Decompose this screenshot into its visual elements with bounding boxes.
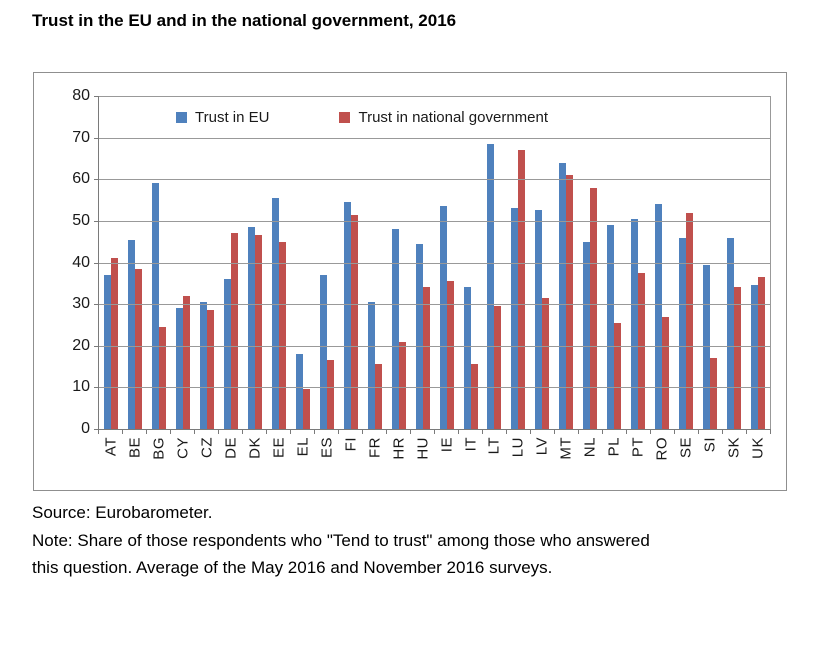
bar-eu-FI — [344, 202, 351, 429]
x-axis-tick — [99, 429, 123, 434]
y-axis-label-30: 30 — [72, 295, 90, 313]
x-axis-tick — [291, 429, 315, 434]
x-axis-label-CZ: CZ — [198, 437, 216, 458]
bar-gov-RO — [662, 317, 669, 429]
x-axis-label-HR: HR — [390, 437, 408, 460]
x-axis-tick — [315, 429, 339, 434]
y-axis-tick-80 — [94, 96, 99, 97]
bar-gov-FI — [351, 215, 358, 429]
x-axis-label-BG: BG — [150, 437, 168, 460]
bar-gov-SK — [734, 287, 741, 429]
footer — [32, 499, 650, 582]
gridline-80 — [99, 96, 770, 97]
y-axis-label-0: 0 — [81, 420, 90, 437]
bar-eu-DE — [224, 279, 231, 429]
gridline-50 — [99, 221, 770, 222]
footer-note-line-2: this question. Average of the May 2016 and November 2016 surveys. — [32, 558, 553, 577]
y-axis-tick-20 — [94, 346, 99, 347]
x-axis-label-HU: HU — [414, 437, 432, 460]
x-axis-label-UK: UK — [749, 437, 767, 459]
plot-area — [72, 87, 771, 461]
y-axis-label-20: 20 — [72, 336, 90, 354]
legend-label-eu: Trust in EU — [195, 109, 270, 126]
bar-gov-BG — [159, 327, 166, 429]
bar-gov-LV — [542, 298, 549, 429]
gridline-10 — [99, 387, 770, 388]
x-axis-label-AT: AT — [102, 437, 120, 457]
bar-gov-PT — [638, 273, 645, 429]
x-axis-label-PT: PT — [629, 437, 647, 458]
y-axis-tick-10 — [94, 387, 99, 388]
x-axis-tick — [531, 429, 555, 434]
y-axis-label-70: 70 — [72, 128, 90, 146]
x-axis-tick — [627, 429, 651, 434]
bar-gov-FR — [375, 364, 382, 429]
y-axis-label-40: 40 — [72, 253, 90, 271]
x-axis-label-MT: MT — [557, 437, 575, 460]
bar-eu-DK — [248, 227, 255, 429]
bar-gov-EL — [303, 389, 310, 429]
y-axis-tick-50 — [94, 221, 99, 222]
bar-gov-AT — [111, 258, 118, 429]
y-axis-tick-60 — [94, 179, 99, 180]
x-axis-label-BE: BE — [126, 437, 144, 459]
y-axis-tick-40 — [94, 263, 99, 264]
x-axis-tick — [363, 429, 387, 434]
y-axis-label-50: 50 — [72, 211, 90, 229]
gridline-70 — [99, 138, 770, 139]
bar-gov-CZ — [207, 310, 214, 429]
x-axis-label-IE: IE — [438, 437, 456, 453]
x-axis-label-EL: EL — [294, 437, 312, 457]
bar-eu-BE — [128, 240, 135, 429]
gridline-40 — [99, 263, 770, 264]
bar-eu-HU — [416, 244, 423, 429]
bar-eu-HR — [392, 229, 399, 429]
x-axis-label-PL: PL — [605, 437, 623, 457]
x-axis-tick — [219, 429, 243, 434]
x-axis-label-IT: IT — [462, 437, 480, 452]
x-axis-tick — [699, 429, 723, 434]
bar-eu-IT — [464, 287, 471, 429]
bar-eu-ES — [320, 275, 327, 429]
x-axis-tick — [555, 429, 579, 434]
y-axis-tick-0 — [94, 429, 99, 430]
bar-gov-PL — [614, 323, 621, 429]
chart-frame — [33, 72, 787, 491]
bar-gov-UK — [758, 277, 765, 429]
x-axis-tick — [459, 429, 483, 434]
bar-eu-CY — [176, 308, 183, 429]
x-axis-label-SE: SE — [677, 437, 695, 459]
bar-gov-IT — [471, 364, 478, 429]
legend-label-gov: Trust in national government — [358, 109, 549, 126]
bar-gov-ES — [327, 360, 334, 429]
bar-gov-CY — [183, 296, 190, 429]
y-axis-label-60: 60 — [72, 170, 90, 188]
bar-eu-PL — [607, 225, 614, 429]
x-axis-label-LV: LV — [533, 437, 551, 456]
bar-gov-MT — [566, 175, 573, 429]
bar-eu-CZ — [200, 302, 207, 429]
footer-note-line-1: Note: Share of those respondents who "Tend to trust" among those who answered — [32, 530, 650, 550]
bar-eu-IE — [440, 206, 447, 429]
x-axis-label-FR: FR — [366, 437, 384, 458]
x-axis-label-EE: EE — [270, 437, 288, 459]
bar-gov-NL — [590, 188, 597, 429]
x-axis-tick — [747, 429, 771, 434]
bar-gov-SE — [686, 213, 693, 429]
bar-eu-RO — [655, 204, 662, 429]
x-axis-label-SK: SK — [725, 437, 743, 459]
x-axis-label-SI: SI — [701, 437, 719, 453]
x-axis-label-LT: LT — [485, 437, 503, 455]
x-axis-tick — [579, 429, 603, 434]
x-axis-label-DE: DE — [222, 437, 240, 459]
x-axis-tick — [435, 429, 459, 434]
y-axis-label-80: 80 — [72, 87, 90, 104]
x-axis-tick — [339, 429, 363, 434]
bar-eu-LU — [511, 208, 518, 429]
x-axis-tick — [483, 429, 507, 434]
x-axis-tick — [147, 429, 171, 434]
y-axis-label-10: 10 — [72, 378, 90, 396]
footer-source: Source: Eurobarometer. — [32, 503, 213, 522]
x-axis-tick — [603, 429, 627, 434]
bar-eu-FR — [368, 302, 375, 429]
x-axis-label-ES: ES — [318, 437, 336, 459]
bar-gov-HR — [399, 342, 406, 429]
bar-eu-SK — [727, 238, 734, 429]
x-axis-tick — [675, 429, 699, 434]
x-axis-label-CY: CY — [174, 437, 192, 459]
bar-eu-PT — [631, 219, 638, 429]
bar-eu-NL — [583, 242, 590, 429]
bar-gov-EE — [279, 242, 286, 429]
y-axis-tick-70 — [94, 138, 99, 139]
gridline-20 — [99, 346, 770, 347]
x-axis-tick — [507, 429, 531, 434]
bar-eu-UK — [751, 285, 758, 429]
x-axis-tick — [195, 429, 219, 434]
x-axis-label-NL: NL — [581, 437, 599, 458]
x-axis-label-RO: RO — [653, 437, 671, 461]
x-axis-tick — [723, 429, 747, 434]
bar-eu-MT — [559, 163, 566, 429]
bar-eu-LT — [487, 144, 494, 429]
y-axis-tick-30 — [94, 304, 99, 305]
x-axis-ticks — [98, 429, 771, 434]
x-axis-tick — [243, 429, 267, 434]
bar-eu-AT — [104, 275, 111, 429]
x-axis-tick — [387, 429, 411, 434]
x-axis-tick — [651, 429, 675, 434]
bar-gov-DK — [255, 235, 262, 429]
x-axis-label-FI: FI — [342, 437, 360, 452]
bar-eu-LV — [535, 210, 542, 429]
bar-gov-BE — [135, 269, 142, 429]
x-axis-tick — [171, 429, 195, 434]
chart-title: Trust in the EU and in the national government, 2016 — [32, 11, 457, 30]
x-axis-tick — [411, 429, 435, 434]
bar-eu-SI — [703, 265, 710, 429]
gridline-30 — [99, 304, 770, 305]
x-axis-label-DK: DK — [246, 437, 264, 459]
x-axis-label-LU: LU — [509, 437, 527, 458]
bar-eu-EL — [296, 354, 303, 429]
bar-gov-HU — [423, 287, 430, 429]
x-axis-tick — [123, 429, 147, 434]
gridline-60 — [99, 179, 770, 180]
bar-eu-EE — [272, 198, 279, 429]
x-axis-tick — [267, 429, 291, 434]
bar-gov-SI — [710, 358, 717, 429]
bar-eu-SE — [679, 238, 686, 429]
bar-gov-LT — [494, 306, 501, 429]
